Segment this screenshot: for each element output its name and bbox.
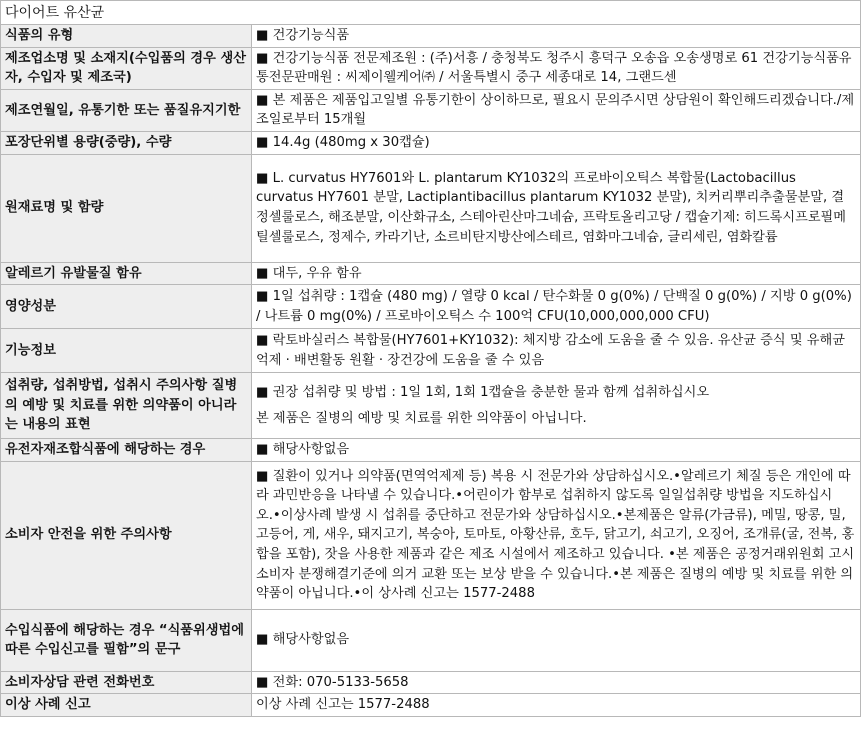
row-value: ■ 해당사항없음 xyxy=(252,609,861,671)
row-label: 소비자상담 관련 전화번호 xyxy=(1,671,252,694)
row-label: 기능정보 xyxy=(1,329,252,373)
usage-method-text: ■ 권장 섭취량 및 방법 : 1일 1회, 1회 1캡슐을 충분한 물과 함께 섭취하십시오 xyxy=(256,385,710,401)
row-label: 원재료명 및 함량 xyxy=(1,154,252,262)
row-value: ■ L. curvatus HY7601와 L. plantarum KY1032의 프로바이오틱스 복합물(Lactobacillus curvatus HY7601 분말, Lactiplantibacillus plantarum KY1032 분말), 치커리뿌리추출물분말, 결정셀룰로스, 해조분말, 이산화규소, 스테아린산마그네슘, 프락토올리고당 / 캡슐기제: 히드록시프로필메틸셀룰로스, 정제수, 카라기난, 소르비탄지방산에스테르, 염화마그네슘, 글리세린, 염화칼륨 xyxy=(252,154,861,262)
table-row xyxy=(1,131,861,154)
product-info-table xyxy=(0,24,861,717)
table-row xyxy=(1,461,861,609)
table-row xyxy=(1,154,861,262)
table-row xyxy=(1,47,861,89)
row-value: ■ 락토바실러스 복합물(HY7601+KY1032): 체지방 감소에 도움을 줄 수 있음. 유산균 증식 및 유해균 억제 · 배변활동 원활 · 장건강에 도움을 줄 수 있음 xyxy=(252,329,861,373)
table-row xyxy=(1,439,861,462)
row-value: ■ 건강기능식품 전문제조원 : (주)서흥 / 충청북도 청주시 흥덕구 오송읍 오송생명로 61 건강기능식품유통전문판매원 : 씨제이웰케어㈜ / 서울특별시 중구 세종대로 14, 그랜드센 xyxy=(252,47,861,89)
row-value: 이상 사례 신고는 1577-2488 xyxy=(252,694,861,717)
row-label: 제조업소명 및 소재지(수입품의 경우 생산자, 수입자 및 제조국) xyxy=(1,47,252,89)
table-row xyxy=(1,89,861,131)
table-row xyxy=(1,329,861,373)
row-value: ■ 14.4g (480mg x 30캡슐) xyxy=(252,131,861,154)
table-row xyxy=(1,694,861,717)
row-value: ■ 전화: 070-5133-5658 xyxy=(252,671,861,694)
table-row xyxy=(1,285,861,329)
row-label: 알레르기 유발물질 함유 xyxy=(1,262,252,285)
table-row xyxy=(1,609,861,671)
row-label: 영양성분 xyxy=(1,285,252,329)
row-value: ■ 본 제품은 제품입고일별 유통기한이 상이하므로, 필요시 문의주시면 상담원이 확인해드리겠습니다./제조일로부터 15개월 xyxy=(252,89,861,131)
row-value: ■ 대두, 우유 함유 xyxy=(252,262,861,285)
row-label: 식품의 유형 xyxy=(1,25,252,48)
row-value xyxy=(252,373,861,439)
table-row xyxy=(1,373,861,439)
not-medicine-text: 본 제품은 질병의 예방 및 치료를 위한 의약품이 아닙니다. xyxy=(256,410,587,426)
row-label: 제조연월일, 유통기한 또는 품질유지기한 xyxy=(1,89,252,131)
row-label: 섭취량, 섭취방법, 섭취시 주의사항 질병의 예방 및 치료를 위한 의약품이 아니라는 내용의 표현 xyxy=(1,373,252,439)
row-value: ■ 1일 섭취량 : 1캡슐 (480 mg) / 열량 0 kcal / 탄수화물 0 g(0%) / 단백질 0 g(0%) / 지방 0 g(0%) / 나트륨 0 mg(0%) / 프로바이오틱스 수 100억 CFU(10,000,000,000 CFU) xyxy=(252,285,861,329)
row-value: ■ 질환이 있거나 의약품(면역억제제 등) 복용 시 전문가와 상담하십시오.•알레르기 체질 등은 개인에 따라 과민반응을 나타낼 수 있습니다.•어린이가 함부로 섭취하지 않도록 일일섭취량 방법을 지도하십시오.•이상사례 발생 시 섭취를 중단하고 전문가와 상담하십시오.•본제품은 알류(가금류), 메밀, 땅콩, 밀, 고등어, 게, 새우, 돼지고기, 복숭아, 토마토, 아황산류, 호두, 닭고기, 쇠고기, 오징어, 조개류(굴, 전복, 홍합을 포함), 잣을 사용한 제품과 같은 제조 시설에서 제조하고 있습니다. •본 제품은 공정거래위원회 고시 소비자 분쟁해결기준에 의거 교환 또는 보상 받을 수 있습니다.•본 제품은 질병의 예방 및 치료를 위한 의약품이 아닙니다.•이 상사례 신고는 1577-2488 xyxy=(252,461,861,609)
row-value: ■ 해당사항없음 xyxy=(252,439,861,462)
table-row xyxy=(1,671,861,694)
product-title: 다이어트 유산균 xyxy=(0,0,861,24)
row-label: 수입식품에 해당하는 경우 “식품위생법에 따른 수입신고를 필함”의 문구 xyxy=(1,609,252,671)
table-row xyxy=(1,25,861,48)
row-label: 소비자 안전을 위한 주의사항 xyxy=(1,461,252,609)
row-value: ■ 건강기능식품 xyxy=(252,25,861,48)
row-label: 이상 사례 신고 xyxy=(1,694,252,717)
row-label: 포장단위별 용량(중량), 수량 xyxy=(1,131,252,154)
row-label: 유전자재조합식품에 해당하는 경우 xyxy=(1,439,252,462)
table-row xyxy=(1,262,861,285)
